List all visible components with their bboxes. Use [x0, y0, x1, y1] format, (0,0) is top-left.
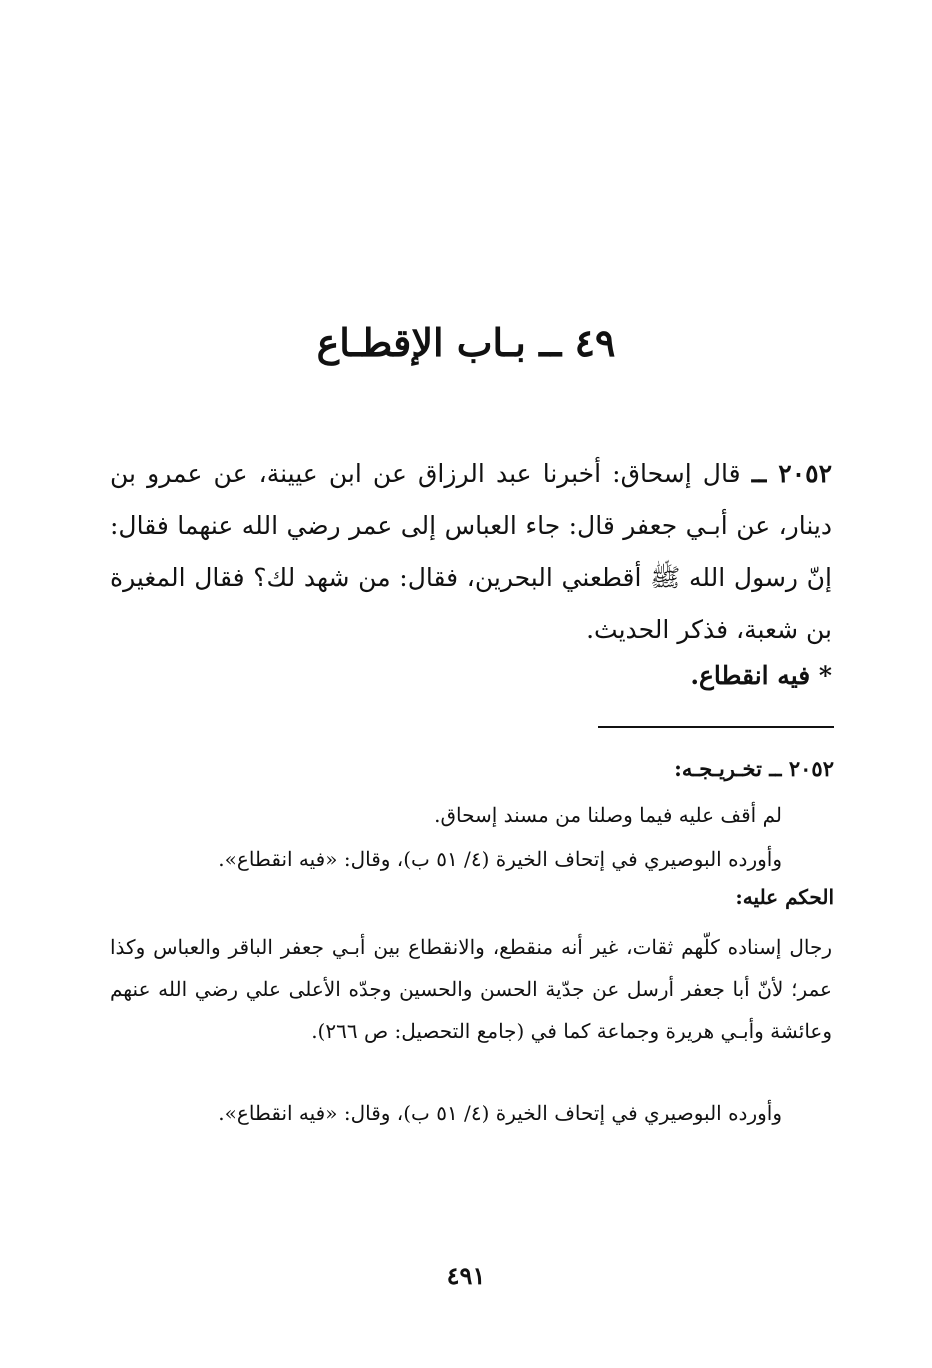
hadith-number: ٢٠٥٢ ــ: [751, 459, 833, 488]
verdict-note: * فيه انقطاع.: [690, 661, 832, 690]
page-number: ٤٩١: [446, 1261, 486, 1290]
hukm-text: رجال إسناده كلّهم ثقات، غير أنه منقطع، والانقطاع بين أبـي جعفر الباقر والعباس وكذا عمر؛ لأنّ أبا جعفر أرسل عن جدّية الحسن والحسين وجدّه الأعلى علي رضي الله عنهم وعائشة وأبـي هريرة وجماعة كما في (جامع التحصيل: ص ٢٦٦).: [110, 935, 832, 1043]
hukm-heading: الحكم عليه:: [735, 885, 834, 909]
footnote-divider: [598, 726, 834, 728]
chapter-title: ٤٩ ــ بـاب الإقطـاع: [316, 320, 616, 365]
hukm-last-line: وأورده البوصيري في إتحاف الخيرة (٤/ ٥١ ب)، وقال: «فيه انقطاع».: [218, 1101, 782, 1125]
hadith-text: [110, 448, 832, 656]
takhrij-line-1: لم أقف عليه فيما وصلنا من مسند إسحاق.: [434, 803, 782, 827]
takhrij-heading: ٢٠٥٢ ــ تخـريـجـه:: [674, 756, 834, 781]
hadith-body: قال إسحاق: أخبرنا عبد الرزاق عن ابن عيينة، عن عمرو بن دينار، عن أبـي جعفر قال: جاء العباس إلى عمر رضي الله عنهما فقال: إنّ رسول الله ﷺ أقطعني البحرين، فقال: من شهد لك؟ فقال المغيرة بن شعبة، فذكر الحديث.: [110, 459, 832, 644]
takhrij-line-2: وأورده البوصيري في إتحاف الخيرة (٤/ ٥١ ب)، وقال: «فيه انقطاع».: [218, 847, 782, 871]
